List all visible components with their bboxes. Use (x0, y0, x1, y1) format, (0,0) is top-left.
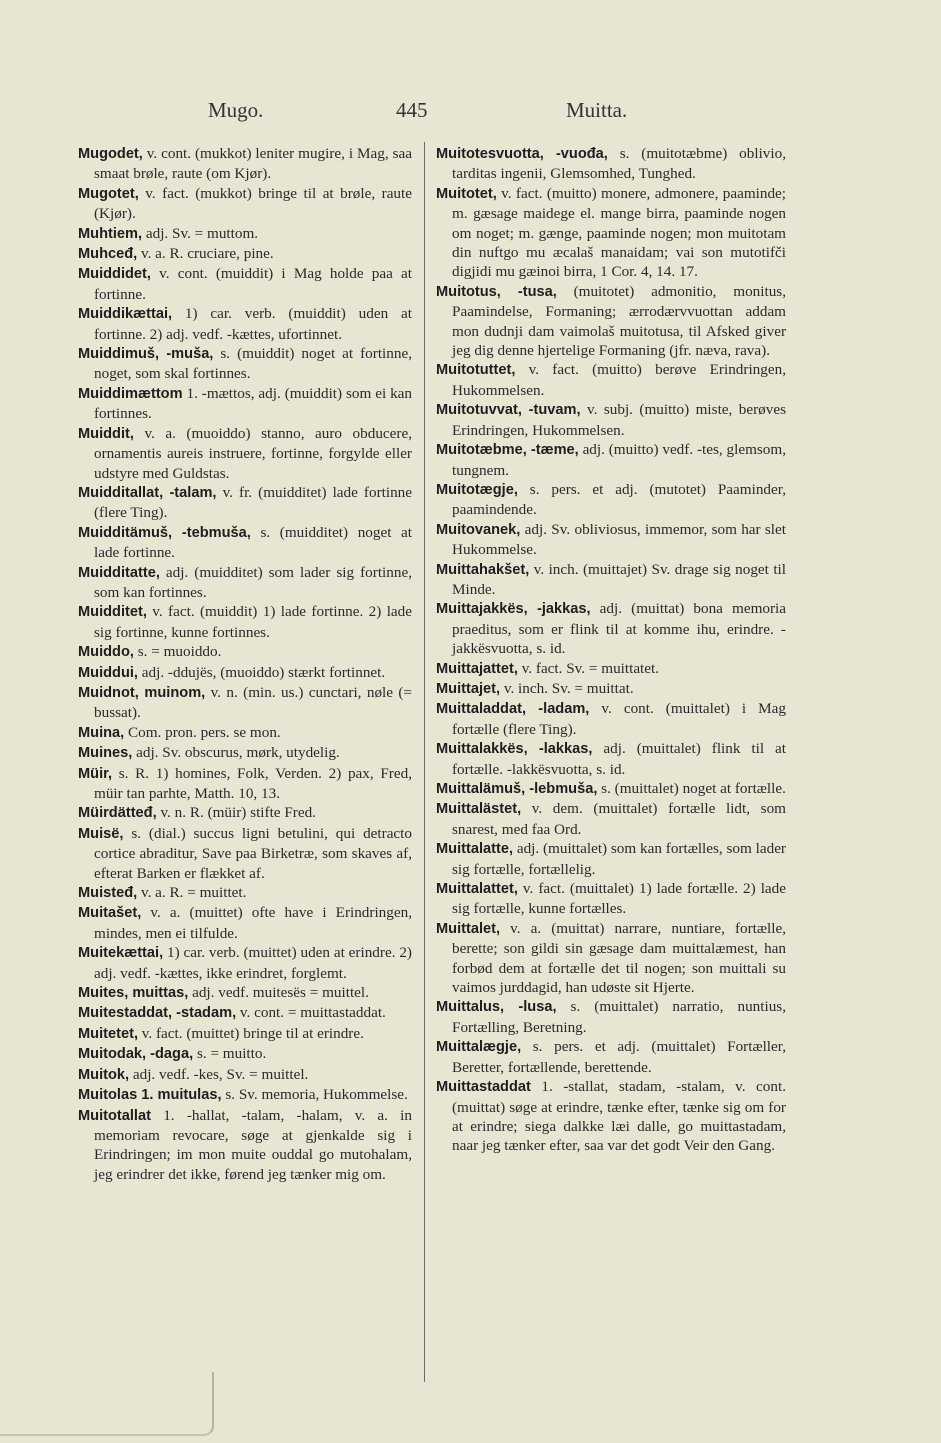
entry-headword: Muines, (78, 745, 133, 762)
entry-headword: Muittahakšet, (436, 561, 530, 578)
entry-definition: s. pers. et adj. (mutotet) Paaminder, paamindende. (452, 480, 786, 519)
entry-headword: Muisteđ, (78, 885, 138, 902)
entry-headword: Muiddimuš, -muša, (78, 346, 214, 363)
dictionary-entry (78, 602, 412, 642)
dictionary-entry (436, 839, 786, 879)
dictionary-entry (436, 699, 786, 739)
entry-headword: Muittalet, (436, 920, 501, 937)
entry-headword: Muittalatte, (436, 841, 514, 858)
entry-headword: Muites, muittas, (78, 985, 189, 1002)
entry-definition: s. = muoiddo. (133, 643, 222, 661)
dictionary-entry (78, 824, 412, 883)
entry-headword: Muitotægje, (436, 481, 518, 498)
entry-headword: Muidnot, muinom, (78, 684, 206, 701)
entry-headword: Muittalægje, (436, 1039, 522, 1056)
entry-definition: adj. (muitto) vedf. -tes, glemsom, tungnem. (452, 441, 786, 479)
dictionary-entry (78, 244, 412, 264)
dictionary-entry (436, 779, 786, 799)
entry-definition: 1) car. verb. (muittet) uden at erindre. 2) adj. vedf. -kættes, ikke erindret, forglemt. (94, 944, 412, 982)
dictionary-entry (436, 360, 786, 400)
dictionary-entry (436, 659, 786, 679)
dictionary-entry (78, 1044, 412, 1064)
entry-definition: adj. vedf. muitesës = muittel. (188, 984, 369, 1002)
entry-headword: Muitotuvvat, -tuvam, (436, 402, 581, 419)
entry-definition: v. n. R. (müir) stifte Fred. (156, 804, 316, 822)
entry-definition: v. cont. (mukkot) leniter mugire, i Mag, saa smaat brøle, raute (om Kjør). (94, 145, 412, 183)
entry-headword: Müirdätteđ, (78, 805, 157, 822)
dictionary-entry (78, 983, 412, 1003)
entry-definition: v. fact. (muittalet) 1) lade fortælle. 2) lade sig fortælle, kunne fortælles. (452, 880, 786, 918)
dictionary-entry (78, 1085, 412, 1105)
entry-headword: Muitetet, (78, 1025, 138, 1042)
entry-headword: Muitok, (78, 1066, 130, 1083)
dictionary-entry (78, 764, 412, 804)
entry-headword: Muitašet, (78, 905, 142, 922)
entry-headword: Muittajet, (436, 680, 501, 697)
entry-definition: v. a. R. = muittet. (137, 884, 247, 902)
dictionary-entry (436, 400, 786, 440)
entry-definition: 1. -stallat, stadam, -stalam, v. cont. (muittat) søge at erindre, tænke efter, tænke sig om for at erindre; siega dalkke læi dalle, go muittastadam, naar jeg tænker efter, saa var det godt Veir den Gang. (452, 1078, 786, 1155)
entry-headword: Mugotet, (78, 185, 139, 202)
dictionary-entry (436, 679, 786, 699)
entry-definition: v. inch. (muittajet) Sv. drage sig noget til Minde. (452, 560, 786, 598)
entry-headword: Muina, (78, 724, 125, 741)
entry-definition: s. = muitto. (193, 1045, 267, 1063)
dictionary-entry (436, 520, 786, 560)
entry-headword: Muitotæbme, -tæme, (436, 442, 579, 459)
entry-definition: v. cont. (muiddit) i Mag holde paa at fortinne. (94, 265, 412, 303)
entry-headword: Muitekættai, (78, 945, 164, 962)
entry-definition: v. fact. (muiddit) 1) lade fortinne. 2) lade sig fortinne, kunne fortinnes. (94, 603, 412, 641)
entry-headword: Muisë, (78, 825, 124, 842)
entry-headword: Muiddidet, (78, 266, 151, 283)
entry-headword: Muitotet, (436, 185, 497, 202)
dictionary-entry (78, 344, 412, 384)
entry-definition: (muitotet) admonitio, monitus, Paamindelse, Formaning; ærrodærvvuottan addam mon dudnji dam vaimolaš muitotusa, til Afsked giver jeg dig denne hjertelige Formaning (jfr. næva, rava). (452, 282, 786, 360)
entry-headword: Muitotesvuotta, -vuođa, (436, 146, 608, 162)
dictionary-entry (78, 683, 412, 723)
left-column (78, 144, 412, 1184)
dictionary-entry (436, 282, 786, 361)
entry-headword: Muhceđ, (78, 246, 138, 263)
entry-definition: s. (muittalet) noget at fortælle. (597, 780, 786, 797)
entry-definition: v. inch. Sv. = muittat. (500, 679, 634, 697)
dictionary-entry (436, 799, 786, 839)
entry-definition: v. fact. Sv. = muittatet. (517, 659, 660, 677)
entry-headword: Muitolas 1. muitulas, (78, 1087, 222, 1104)
entry-headword: Muittastaddat (436, 1079, 531, 1096)
entry-definition: v. cont. = muittastaddat. (236, 1004, 386, 1022)
entry-headword: Muitotallat (78, 1107, 151, 1124)
entry-definition: 1. -hallat, -talam, -halam, v. a. in memoriam revocare, søge at gjenkalde sig i Erindringen; im mon muite ouddal go mutohalam, jeg erindrer det ikke, førend jeg tænker mig om. (94, 1106, 412, 1183)
entry-definition: v. fact. (mukkot) bringe til at brøle, raute (Kjør). (94, 184, 412, 223)
dictionary-entry (78, 1065, 412, 1085)
entry-headword: Muitotuttet, (436, 362, 516, 379)
dictionary-entry (78, 424, 412, 483)
entry-definition: adj. -ddujës, (muoiddo) stærkt fortinnet. (137, 663, 386, 681)
dictionary-entry (78, 803, 412, 823)
entry-definition: v. fact. (muitto) berøve Erindringen, Hukommelsen. (452, 361, 786, 399)
entry-headword: Muittajattet, (436, 660, 518, 677)
binding-edge-mark (0, 1372, 214, 1436)
entry-headword: Muidditatte, (78, 564, 160, 581)
entry-headword: Muittalästet, (436, 801, 522, 818)
dictionary-entry (78, 144, 412, 184)
entry-definition: adj. vedf. -kes, Sv. = muittel. (129, 1065, 309, 1083)
entry-definition: v. fr. (muidditet) lade fortinne (flere Ting). (94, 483, 413, 522)
entry-definition: v. fact. (muittet) bringe til at erindre. (138, 1024, 364, 1042)
entry-headword: Muittalakkës, -lakkas, (436, 741, 593, 758)
dictionary-entry (78, 523, 412, 563)
dictionary-entry (78, 1003, 412, 1023)
dictionary-entry (436, 560, 786, 600)
running-head-left: Mugo. (208, 98, 264, 122)
entry-definition: v. fact. (muitto) monere, admonere, paaminde; m. gæsage maidege el. mange birra, paaminde nogen om noget; m. gænge, paaminde nogen; mon muitotam din nuftgo mu æcalaš manaidam; vai son mutotifči digjidi mu gæinoi birra, 1 Cor. 4, 14. 17. (452, 184, 786, 281)
dictionary-entry (78, 663, 412, 683)
entry-definition: s. Sv. memoria, Hukommelse. (221, 1086, 408, 1104)
dictionary-entry (78, 224, 412, 244)
dictionary-entry (436, 440, 786, 480)
entry-headword: Muitodak, -daga, (78, 1046, 194, 1063)
entry-definition: v. a. R. cruciare, pine. (137, 245, 274, 263)
entry-headword: Müir, (78, 765, 113, 782)
dictionary-entry (78, 304, 412, 344)
dictionary-entry (436, 1037, 786, 1077)
dictionary-entry (436, 599, 786, 658)
dictionary-entry (436, 739, 786, 779)
entry-definition: 1. -mættos, adj. (muiddit) som ei kan fortinnes. (94, 384, 412, 423)
entry-definition: Com. pron. pers. se mon. (124, 723, 281, 741)
dictionary-entry (78, 903, 412, 943)
dictionary-entry (78, 1024, 412, 1044)
entry-headword: Muiddikættai, (78, 306, 173, 323)
entry-headword: Muidditallat, -talam, (78, 484, 217, 501)
entry-headword: Muittalattet, (436, 881, 518, 898)
dictionary-entry (78, 184, 412, 224)
dictionary-entry (436, 997, 786, 1037)
entry-headword: Muiddui, (78, 664, 138, 681)
entry-definition: adj. Sv. obliviosus, immemor, som har slet Hukommelse. (452, 520, 786, 559)
entry-definition: adj. Sv. obscurus, mørk, utydelig. (132, 744, 340, 762)
dictionary-entry (78, 1106, 412, 1185)
entry-definition: s. (muidditet) noget at lade fortinne. (94, 523, 412, 562)
entry-definition: v. a. (muoiddo) stanno, auro obducere, ornamentis aureis instruere, fortinne, forgylde eller udstyre med Guldstas. (94, 424, 412, 482)
entry-definition: s. (muitotæbme) oblivio, tarditas ingenii, Glemsomhed, Tunghed. (452, 145, 787, 183)
dictionary-entry (436, 144, 786, 184)
entry-definition: v. subj. (muitto) miste, berøves Erindringen, Hukommelsen. (452, 401, 786, 439)
entry-definition: 1) car. verb. (muiddit) uden at fortinne. 2) adj. vedf. -kættes, ufortinnet. (94, 305, 412, 343)
entry-headword: Muiddit, (78, 425, 134, 442)
dictionary-entry (78, 264, 412, 304)
entry-definition: s. pers. et adj. (muittalet) Fortæller, Beretter, fortællende, berettende. (452, 1038, 786, 1076)
running-head-right: Muitta. (566, 98, 628, 122)
entry-headword: Muittaladdat, -ladam, (436, 701, 590, 718)
dictionary-entry (78, 883, 412, 903)
entry-headword: Muittajakkës, -jakkas, (436, 601, 591, 618)
entry-definition: v. dem. (muittalet) fortælle lidt, som snarest, med faa Ord. (452, 800, 786, 838)
dictionary-entry (78, 384, 412, 424)
entry-headword: Muittalämuš, -lebmuša, (436, 781, 598, 797)
entry-headword: Muittalus, -lusa, (436, 999, 557, 1016)
column-divider (424, 142, 425, 1382)
dictionary-entry (78, 723, 412, 743)
entry-definition: adj. (muidditet) som lader sig fortinne, som kan fortinnes. (94, 563, 412, 601)
entry-definition: adj. (muittalet) som kan fortælles, som lader sig fortælle, fortællelig. (452, 840, 786, 878)
entry-headword: Muiddimættom (78, 385, 183, 402)
entry-headword: Mugodet, (78, 146, 143, 162)
entry-headword: Muidditämuš, -tebmuša, (78, 524, 251, 541)
dictionary-entry (78, 483, 412, 523)
entry-headword: Muitotus, -tusa, (436, 283, 557, 300)
dictionary-entry (78, 642, 412, 662)
entry-definition: v. a. (muittat) narrare, nuntiare, fortælle, berette; son gildi sin gæsage dam muittalæmest, han forbød dem at fortælle det til nogen; son muittali su vaimos jurddagid, han udøste sit Hjerte. (452, 919, 786, 997)
entry-definition: v. cont. (muittalet) i Mag fortælle (flere Ting). (452, 700, 787, 738)
dictionary-entry (436, 1077, 786, 1156)
dictionary-entry (78, 563, 412, 603)
dictionary-entry (78, 743, 412, 763)
entry-headword: Muitovanek, (436, 521, 521, 538)
page-number: 445 (396, 98, 428, 122)
entry-definition: v. n. (min. us.) cunctari, nøle (= bussat). (94, 683, 412, 722)
entry-headword: Muiddo, (78, 644, 134, 661)
entry-definition: v. a. (muittet) ofte have i Erindringen, mindes, men ei tilfulde. (94, 904, 412, 942)
entry-headword: Muidditet, (78, 604, 147, 621)
entry-definition: adj. (muittat) bona memoria praeditus, som er flink til at komme ihu, erindre. -jakkësvuotta, s. id. (452, 600, 786, 658)
entry-definition: s. R. 1) homines, Folk, Verden. 2) pax, Fred, müir tan parhte, Matth. 10, 13. (94, 764, 412, 802)
entry-headword: Muhtiem, (78, 225, 143, 242)
dictionary-entry (436, 879, 786, 919)
entry-definition: s. (muittalet) narratio, nuntius, Fortælling, Beretning. (452, 998, 786, 1036)
entry-definition: s. (dial.) succus ligni betulini, qui detracto cortice abraditur, Save paa Birketræ, som skaves af, efterat Barken er flækket af. (94, 824, 412, 882)
entry-definition: adj. (muittalet) flink til at fortælle. -lakkësvuotta, s. id. (452, 740, 786, 778)
dictionary-entry (78, 943, 412, 983)
entry-definition: s. (muiddit) noget at fortinne, noget, som skal fortinnes. (94, 345, 413, 383)
right-column (436, 144, 786, 1156)
dictionary-entry (436, 480, 786, 520)
dictionary-entry (436, 184, 786, 282)
entry-headword: Muitestaddat, -stadam, (78, 1005, 237, 1022)
entry-definition: adj. Sv. = muttom. (142, 224, 259, 242)
dictionary-entry (436, 919, 786, 998)
